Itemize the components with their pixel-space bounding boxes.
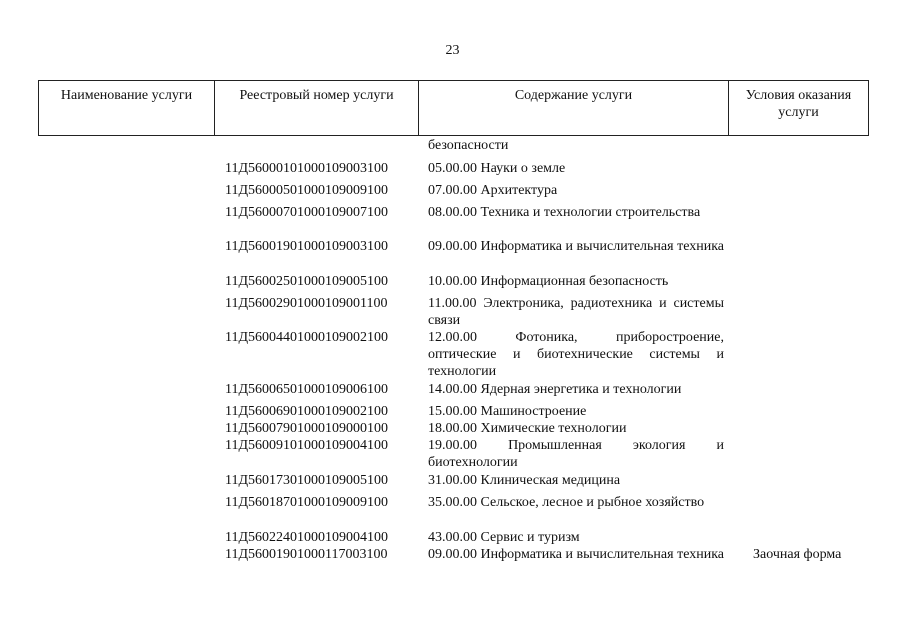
registry-number: 11Д56001901000117003100 [225, 547, 388, 562]
service-content: 43.00.00 Сервис и туризм [428, 530, 580, 545]
registry-number: 11Д56017301000109005100 [225, 473, 389, 488]
service-content: 05.00.00 Науки о земле [428, 161, 566, 176]
registry-number: 11Д56018701000109009100 [225, 495, 389, 510]
service-content: 09.00.00 Информатика и вычислительная техника [428, 239, 725, 254]
service-content: 19.00.00 Промышленная экология и биотехнологии [428, 438, 724, 470]
registry-number: 11Д56004401000109002100 [225, 330, 389, 345]
registry-number: 11Д56006501000109006100 [225, 382, 389, 397]
service-content: 18.00.00 Химические технологии [428, 421, 627, 436]
service-content: 15.00.00 Машиностроение [428, 404, 587, 419]
registry-number: 11Д56007901000109000100 [225, 421, 389, 436]
header-registry-number: Реестровый номер услуги [215, 81, 419, 135]
service-content: 09.00.00 Информатика и вычислительная техника [428, 547, 725, 562]
header-service-conditions: Условия оказания услуги [745, 88, 852, 120]
registry-number: 11Д56002501000109005100 [225, 274, 389, 289]
service-content: 14.00.00 Ядерная энергетика и технологии [428, 382, 682, 397]
header-service-name: Наименование услуги [39, 81, 215, 135]
service-content: 35.00.00 Сельское, лесное и рыбное хозяйство [428, 495, 705, 510]
continuation-fragment: безопасности [428, 138, 509, 153]
registry-number: 11Д56022401000109004100 [225, 530, 389, 545]
header-service-content: Содержание услуги [419, 81, 729, 135]
registry-number: 11Д56000501000109009100 [225, 183, 389, 198]
registry-number: 11Д56002901000109001100 [225, 296, 388, 311]
service-content: 07.00.00 Архитектура [428, 183, 558, 198]
service-content: 31.00.00 Клиническая медицина [428, 473, 621, 488]
service-content: 12.00.00 Фотоника, приборостроение, оптические и биотехнические системы и технологии [428, 330, 724, 379]
registry-number: 11Д56001901000109003100 [225, 239, 389, 254]
service-condition: Заочная форма [753, 547, 842, 562]
service-content: 08.00.00 Техника и технологии строительства [428, 205, 701, 220]
registry-number: 11Д56009101000109004100 [225, 438, 389, 453]
registry-number: 11Д56006901000109002100 [225, 404, 389, 419]
page-number: 23 [445, 43, 460, 58]
service-content: 11.00.00 Электроника, радиотехника и системы связи [428, 296, 724, 328]
registry-number: 11Д56000701000109007100 [225, 205, 389, 220]
service-content: 10.00.00 Информационная безопасность [428, 274, 669, 289]
registry-number: 11Д56000101000109003100 [225, 161, 389, 176]
